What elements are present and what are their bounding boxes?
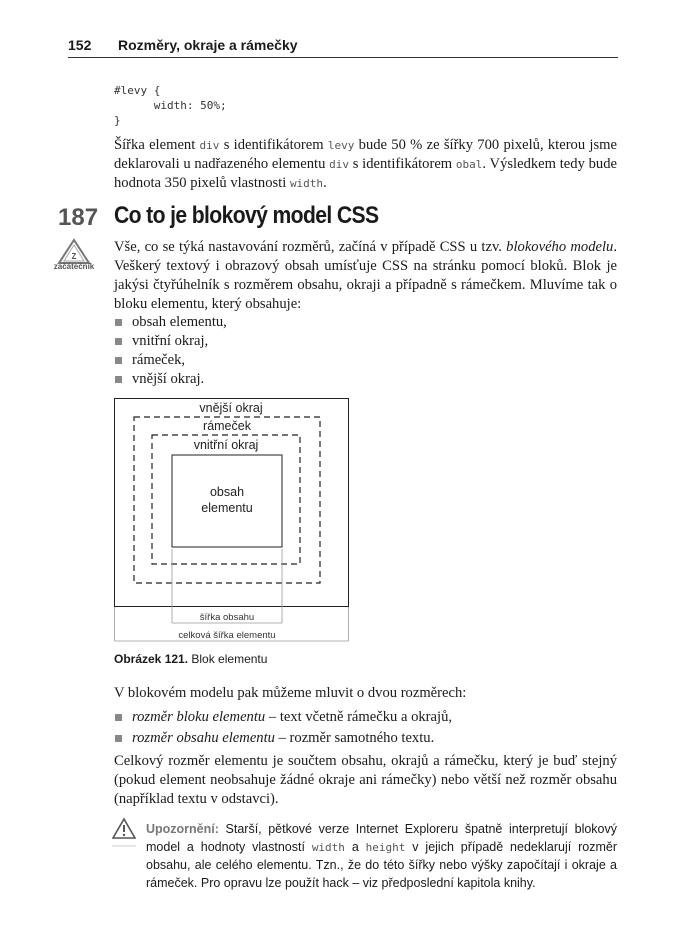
- section-number: 187: [58, 204, 99, 231]
- paragraph-total-size: Celkový rozměr elementu je součtem obsahu, okrajů a rámečku, který je buď stejný (pokud element neobsahuje žádné okraje ani rámečky) nebo větší než rozměr obsahu (například textu v odstavci).: [114, 753, 617, 807]
- running-title: Rozměry, okraje a rámečky: [118, 37, 298, 53]
- inline-code: div: [329, 158, 350, 171]
- outer-margin-label: vnější okraj: [199, 401, 263, 415]
- inline-code: width: [289, 177, 324, 190]
- figure-caption: Obrázek 121. Blok elementu: [114, 652, 268, 666]
- paragraph-width-explanation: Šířka element div s identifikátorem levy bude 50 % ze šířky 700 pixelů, kterou jsme deklarovali u nadřazeného elementu div s identifikátorem obal. Výsledkem tedy bude hodnota 350 pixelů vlastnosti width.: [114, 137, 617, 191]
- warning-icon: [112, 816, 136, 848]
- inline-code: levy: [327, 139, 355, 152]
- list-item: rozměr obsahu elementu – rozměr samotného textu.: [114, 728, 452, 749]
- inline-code: obal: [455, 158, 483, 171]
- badge-letter: Z: [71, 252, 77, 261]
- warning-note: Upozornění: Starší, pětkové verze Internet Exploreru špatně interpretují blokový model a hodnoty vlastností width a height v jejich případě nedeklarují rozměr obsahu, ale celého elementu. Tzn., že do této šířky nebo výšky započítají i okraje a rámeček. Pro opravu lze použít hack – viz předposlední kapitola knihy.: [146, 822, 617, 890]
- inline-code: width: [311, 841, 345, 854]
- page-number: 152: [68, 37, 92, 53]
- section-title: Co to je blokový model CSS: [114, 202, 379, 229]
- content-label-line1: obsah: [209, 485, 245, 499]
- padding-label: vnitřní okraj: [193, 438, 259, 452]
- list-item: obsah elementu,: [114, 313, 227, 332]
- border-label: rámeček: [203, 419, 251, 433]
- content-label-line2: elementu: [201, 501, 253, 515]
- inline-code: div: [199, 139, 220, 152]
- list-item: rámeček,: [114, 351, 227, 370]
- paragraph-two-dimensions: V blokovém modelu pak můžeme mluvit o dvou rozměrech:: [114, 685, 467, 701]
- difficulty-badge-icon: [54, 237, 94, 277]
- difficulty-label: začátečník: [53, 262, 95, 271]
- content-width-label: šířka obsahu: [199, 612, 255, 623]
- code-line: #levy {: [114, 84, 161, 97]
- list-item: vnější okraj.: [114, 370, 227, 389]
- code-line: width: 50%;: [114, 99, 227, 112]
- paragraph-block-model-intro: Vše, co se týká nastavování rozměrů, začíná v případě CSS u tzv. blokového modelu. Veškerý textový i obrazový obsah umísťuje CSS na stránku pomocí bloků. Blok je jakýsi čtyřúhelník s rozměrem obsahu, okraji a případně s rámečkem. Mluvíme tak o bloku elementu, který obsahuje:: [114, 239, 617, 312]
- inline-code: height: [365, 841, 406, 854]
- total-width-label: celková šířka elementu: [178, 630, 276, 641]
- warning-label: Upozornění:: [146, 822, 219, 836]
- bullet-list-dimensions: [114, 707, 452, 749]
- block-model-diagram: [114, 398, 350, 643]
- list-item: vnitřní okraj,: [114, 332, 227, 351]
- code-line: }: [114, 114, 121, 127]
- page-header: [68, 37, 618, 58]
- bullet-list-block-parts: [114, 313, 227, 389]
- list-item: rozměr bloku elementu – text včetně rámečku a okrajů,: [114, 707, 452, 728]
